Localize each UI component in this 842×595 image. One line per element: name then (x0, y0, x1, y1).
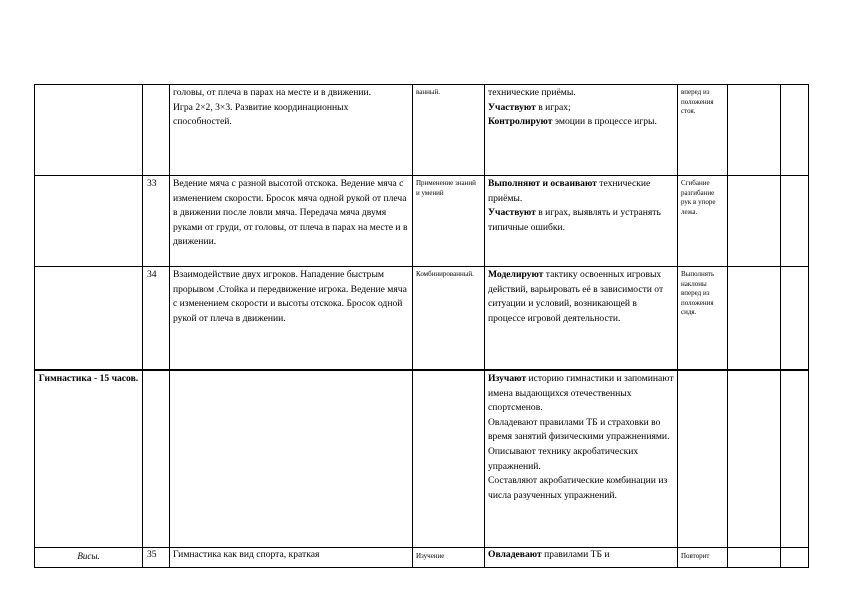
lesson-content-cell: головы, от плеча в парах на месте и в движении. Игра 2×2, 3×3. Развитие координационных способностей. (170, 85, 413, 176)
lesson-type-cell (413, 370, 485, 548)
empty-cell (781, 370, 809, 548)
section-cell (35, 267, 143, 371)
section-cell (35, 176, 143, 267)
lesson-number-cell: 33 (143, 176, 170, 267)
activity-cell: Моделируют тактику освоенных игровых действий, варьировать её в зависимости от ситуации и условий, возникающей в процессе игровой деятельности. (485, 267, 678, 371)
control-cell: Повторит (678, 548, 728, 568)
table-row (35, 85, 809, 176)
lesson-number-cell (143, 370, 170, 548)
lesson-type-cell: Изучение (413, 548, 485, 568)
control-cell: Выполнять наклоны вперед из положения сидя. (678, 267, 728, 371)
empty-cell (781, 176, 809, 267)
activity-cell: Овладевают правилами ТБ и (485, 548, 678, 568)
lesson-plan-table (34, 84, 809, 568)
empty-cell (728, 176, 781, 267)
activity-cell: технические приёмы. Участвуют в играх; Контролируют эмоции в процессе игры. (485, 85, 678, 176)
empty-cell (728, 370, 781, 548)
table-row (35, 267, 809, 371)
lesson-number-cell (143, 85, 170, 176)
table-row (35, 176, 809, 267)
section-title-cell: Гимнастика - 15 часов. (35, 370, 143, 548)
empty-cell (781, 548, 809, 568)
empty-cell (781, 85, 809, 176)
control-cell: Сгибание разгибание рук в упоре лежа. (678, 176, 728, 267)
lesson-type-cell: ванный. (413, 85, 485, 176)
lesson-type-cell: Применение знаний и умений (413, 176, 485, 267)
activity-cell: Изучают историю гимнастики и запоминают имена выдающихся отечественных спортсменов. Овладевают правилами ТБ и страховки во время занятий физическими упражнениями. Описывают технику акробатических упражнений. Составляют акробатические комбинации из числа разученных упражнений. (485, 370, 678, 548)
empty-cell (728, 548, 781, 568)
activity-cell: Выполняют и осваивают технические приёмы. Участвуют в играх, выявлять и устранять типичные ошибки. (485, 176, 678, 267)
control-cell: вперед из положения стоя. (678, 85, 728, 176)
lesson-content-cell: Взаимодействие двух игроков. Нападение быстрым прорывом .Стойка и передвижение игрока. Ведение мяча с изменением скорости и высоты отскока. Бросок одной рукой от плеча в движении. (170, 267, 413, 371)
section-cell (35, 85, 143, 176)
table-row (35, 548, 809, 568)
section-title-cell: Висы. (35, 548, 143, 568)
table-row (35, 370, 809, 548)
lesson-number-cell: 34 (143, 267, 170, 371)
lesson-number-cell: 35 (143, 548, 170, 568)
lesson-content-cell (170, 370, 413, 548)
empty-cell (781, 267, 809, 371)
lesson-type-cell: Комбинированный. (413, 267, 485, 371)
empty-cell (728, 85, 781, 176)
lesson-content-cell: Ведение мяча с разной высотой отскока. Ведение мяча с изменением скорости. Бросок мяча одной рукой от плеча в движении после ловли мяча. Передача мяча двумя руками от груди, от головы, от плеча в парах на месте и в движении. (170, 176, 413, 267)
control-cell (678, 370, 728, 548)
empty-cell (728, 267, 781, 371)
lesson-content-cell: Гимнастика как вид спорта, краткая (170, 548, 413, 568)
